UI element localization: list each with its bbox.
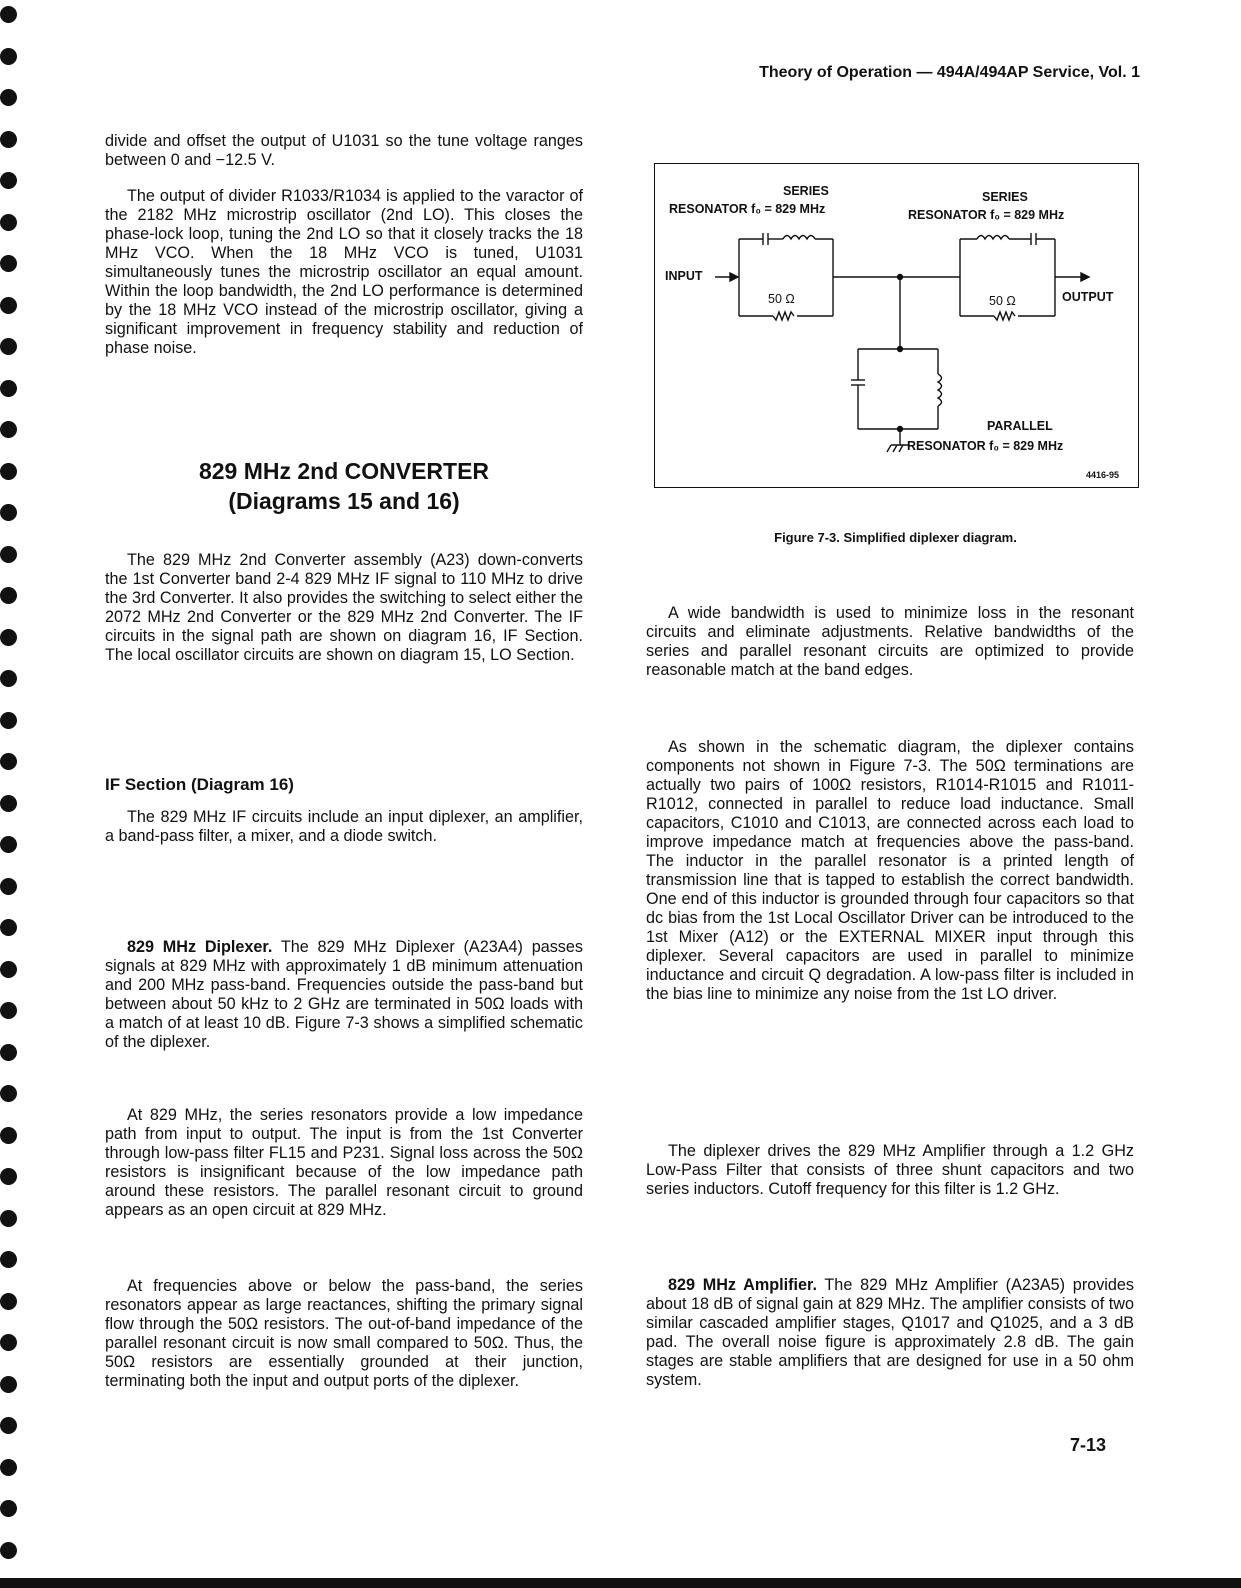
left-intro [105, 132, 583, 358]
binder-hole [0, 1168, 17, 1185]
binder-hole [0, 1500, 17, 1517]
section-subtitle: (Diagrams 15 and 16) [228, 488, 460, 514]
figure-code: 4416-95 [1086, 470, 1120, 480]
binder-hole [0, 1459, 17, 1476]
binder-hole [0, 1044, 17, 1061]
right-resistor [994, 312, 1015, 320]
paragraph: The output of divider R1033/R1034 is applied to the varactor of the 2182 MHz microstrip oscillator (2nd LO). This closes the phase-lock loop, tuning the 2nd LO so that it closely tracks the 18 MHz VCO. When the 18 MHz VCO is tuned, U1031 simultaneously tunes the microstrip oscillator an equal amount. Within the loop bandwidth, the 2nd LO performance is determined by the 18 MHz VCO instead of the microstrip oscillator, giving a significant improvement in frequency stability and reduction of phase noise. [105, 187, 583, 357]
atfreq-text [105, 1277, 583, 1391]
left-inductor [783, 236, 815, 240]
binder-hole [0, 1542, 17, 1559]
section-title: 829 MHz 2nd CONVERTER [198, 458, 490, 484]
output-arrow [1081, 273, 1089, 281]
binder-hole [0, 919, 17, 936]
diplexer-body: The 829 MHz Diplexer (A23A4) passes signals at 829 MHz with approximately 1 dB minimum attenuation and 200 MHz pass-band. Frequencies outside the pass-band but between about 50 kHz to 2 GHz are terminated in 50Ω loads with a match of at least 10 dB. Figure 7-3 shows a simplified schematic of the diplexer. [105, 938, 583, 1051]
output-label: OUTPUT [1062, 290, 1114, 304]
binder-hole [0, 6, 17, 23]
binder-hole [0, 421, 17, 438]
binder-hole [0, 172, 17, 189]
paragraph: At 829 MHz, the series resonators provide a low impedance path from input to output. The input is from the 1st Converter through low-pass filter FL15 and P231. Signal loss across the 50Ω resistors is insignificant because of the low impedance path around these resistors. The parallel resonant circuit to ground appears as an open circuit at 829 MHz. [105, 1106, 583, 1219]
paragraph: The 829 MHz 2nd Converter assembly (A23) down-converts the 1st Converter band 2-4 829 MHz IF signal to 110 MHz to drive the 3rd Converter. It also provides the switching to select either the 2072 MHz 2nd Converter or the 829 MHz 2nd Converter. The IF circuits in the signal path are shown on diagram 16, IF Section. The local oscillator circuits are shown on diagram 15, LO Section. [105, 551, 583, 664]
page-header: Theory of Operation — 494A/494AP Service, Vol. 1 [759, 64, 1140, 81]
binder-hole [0, 1293, 17, 1310]
parallel-resonator-label: RESONATOR f₀ = 829 MHz [907, 439, 1064, 453]
right-inductor [977, 236, 1009, 240]
binder-hole [0, 629, 17, 646]
right-para-1 [646, 604, 1134, 680]
resistor-label-right: 50 Ω [989, 294, 1016, 308]
binder-hole [0, 753, 17, 770]
if-text [105, 808, 583, 846]
binder-hole [0, 546, 17, 563]
bottom-border [0, 1578, 1241, 1588]
binder-hole [0, 48, 17, 65]
input-label: INPUT [665, 269, 703, 283]
paragraph: At frequencies above or below the pass-band, the series resonators appear as large reactances, shifting the primary signal flow through the 50Ω resistors. The out-of-band impedance of the parallel resonant circuit is now small compared to 50Ω. Thus, the 50Ω resistors are essentially grounded at their junction, terminating both the input and output ports of the diplexer. [105, 1277, 583, 1390]
binder-hole [0, 297, 17, 314]
binder-hole [0, 463, 17, 480]
binder-holes [0, 0, 24, 1588]
page-number: 7-13 [1070, 1435, 1107, 1455]
binder-hole [0, 961, 17, 978]
paragraph: The 829 MHz IF circuits include an input diplexer, an amplifier, a band-pass filter, a mixer, and a diode switch. [105, 808, 583, 845]
binder-hole [0, 836, 17, 853]
binder-hole [0, 587, 17, 604]
resonator-label-left: RESONATOR f₀ = 829 MHz [669, 202, 826, 216]
binder-hole [0, 670, 17, 687]
binder-hole [0, 1334, 17, 1351]
paragraph [105, 938, 583, 1052]
if-heading: IF Section (Diagram 16) [105, 775, 294, 794]
binder-hole [0, 1376, 17, 1393]
resonator-label-right: RESONATOR f₀ = 829 MHz [908, 208, 1065, 222]
right-para-2 [646, 738, 1134, 1004]
binder-hole [0, 795, 17, 812]
binder-hole [0, 878, 17, 895]
paragraph: The diplexer drives the 829 MHz Amplifier through a 1.2 GHz Low-Pass Filter that consists of three shunt capacitors and two series inductors. Cutoff frequency for this filter is 1.2 GHz. [646, 1142, 1134, 1198]
binder-hole [0, 1085, 17, 1102]
series-label-right: SERIES [982, 190, 1028, 204]
binder-hole [0, 712, 17, 729]
paragraph: A wide bandwidth is used to minimize loss in the resonant circuits and eliminate adjustments. Relative bandwidths of the series and parallel resonant circuits are optimized to provide reasonable match at the band edges. [646, 604, 1134, 679]
input-arrow [730, 273, 738, 281]
binder-hole [0, 338, 17, 355]
binder-hole [0, 255, 17, 272]
amplifier-lead: 829 MHz Amplifier. [668, 1276, 817, 1294]
right-para-3 [646, 1142, 1134, 1199]
paragraph: divide and offset the output of U1031 so the tune voltage ranges between 0 and −12.5 V. [105, 132, 583, 169]
amplifier-text [646, 1276, 1134, 1390]
binder-hole [0, 1127, 17, 1144]
binder-hole [0, 380, 17, 397]
binder-hole [0, 1251, 17, 1268]
binder-hole [0, 131, 17, 148]
binder-hole [0, 1417, 17, 1434]
binder-hole [0, 89, 17, 106]
binder-hole [0, 1210, 17, 1227]
figure-caption: Figure 7-3. Simplified diplexer diagram. [774, 530, 1017, 545]
paragraph [646, 1276, 1134, 1390]
binder-hole [0, 214, 17, 231]
converter-text [105, 551, 583, 665]
diplexer-lead: 829 MHz Diplexer. [127, 938, 273, 956]
parallel-label: PARALLEL [987, 419, 1053, 433]
resistor-label-left: 50 Ω [768, 292, 795, 306]
amplifier-body: The 829 MHz Amplifier (A23A5) provides about 18 dB of signal gain at 829 MHz. The amplifier consists of two similar cascaded amplifier stages, Q1017 and Q1025, and a 3 dB pad. The overall noise figure is approximately 2.8 dB. The gain stages are stable amplifiers that are designed for use in a 50 ohm system. [646, 1276, 1134, 1389]
parallel-inductor [938, 374, 942, 406]
left-resistor [773, 312, 794, 320]
series-label-left: SERIES [783, 184, 829, 198]
diplexer-text [105, 938, 583, 1052]
binder-hole [0, 1002, 17, 1019]
at829-text [105, 1106, 583, 1220]
paragraph: As shown in the schematic diagram, the diplexer contains components not shown in Figure 7-3. The 50Ω terminations are actually two pairs of 100Ω resistors, R1014-R1015 and R1011-R1012, connected in parallel to reduce load inductance. Small capacitors, C1010 and C1013, are connected across each load to improve impedance match at frequencies above the pass-band. The inductor in the parallel resonator is a printed length of transmission line that is tapped to establish the correct bandwidth. One end of this inductor is grounded through four capacitors so that dc bias from the 1st Local Oscillator Driver can be introduced to the 1st Mixer (A12) or the EXTERNAL MIXER input through this diplexer. Several capacitors are used in parallel to minimize inductance and circuit Q degradation. A low-pass filter is included in the bias line to minimize any noise from the 1st LO driver. [646, 738, 1134, 1003]
binder-hole [0, 504, 17, 521]
diplexer-figure [654, 163, 1139, 488]
